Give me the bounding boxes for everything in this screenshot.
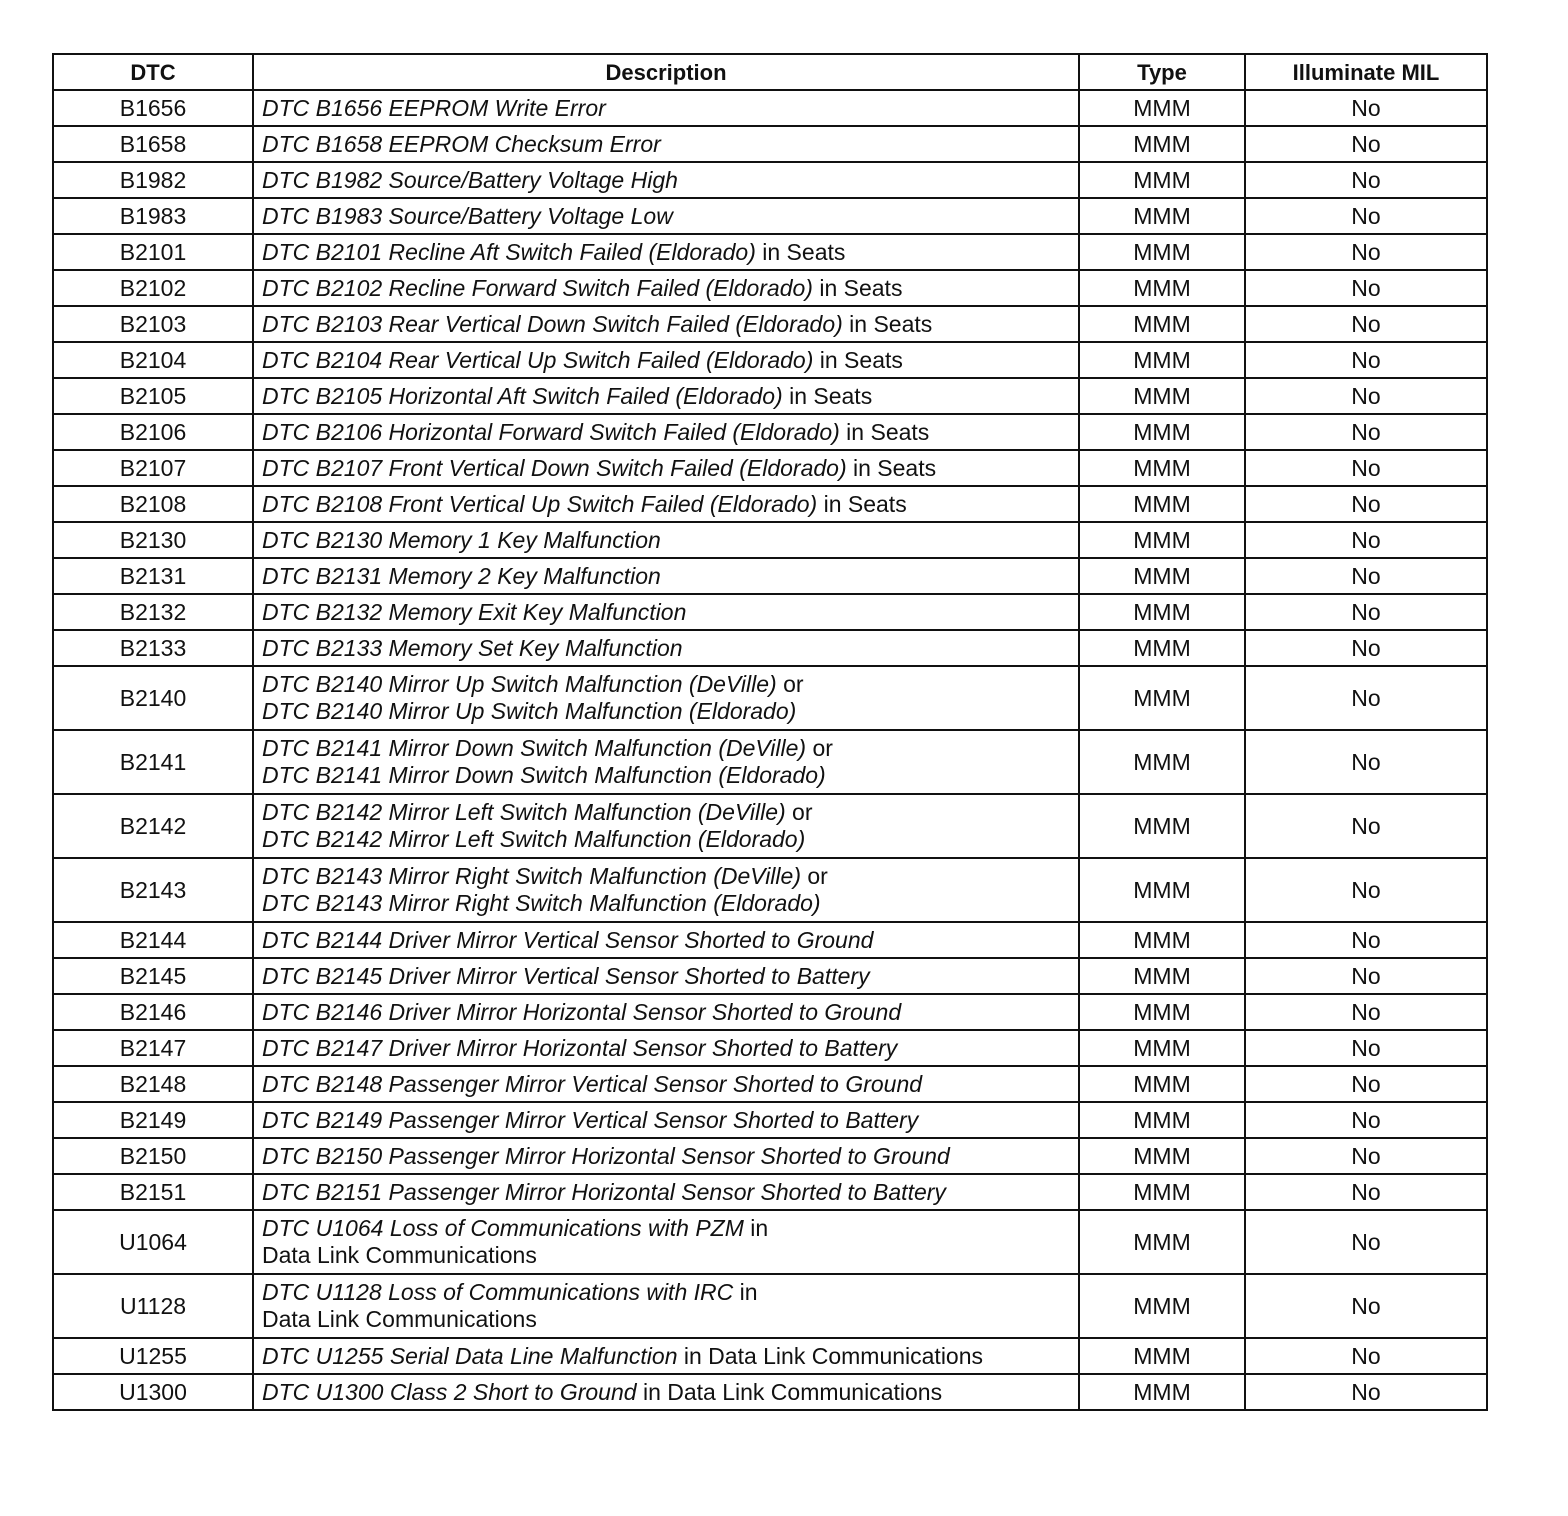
dtc-code: B2103 [53,306,253,342]
header-illuminate-mil: Illuminate MIL [1245,54,1487,90]
dtc-description [253,666,1079,730]
header-description: Description [253,54,1079,90]
dtc-illuminate-mil: No [1245,958,1487,994]
dtc-type: MMM [1079,1138,1245,1174]
dtc-illuminate-mil: No [1245,486,1487,522]
description-line [262,347,1070,374]
dtc-type: MMM [1079,378,1245,414]
table-row [53,922,1487,958]
dtc-code: B2149 [53,1102,253,1138]
dtc-type: MMM [1079,1030,1245,1066]
dtc-illuminate-mil: No [1245,1102,1487,1138]
dtc-type: MMM [1079,1338,1245,1374]
dtc-code: B2147 [53,1030,253,1066]
dtc-type: MMM [1079,1210,1245,1274]
dtc-type: MMM [1079,1274,1245,1338]
dtc-illuminate-mil: No [1245,378,1487,414]
dtc-code: B2150 [53,1138,253,1174]
description-line [262,1071,1070,1098]
dtc-code: B2141 [53,730,253,794]
dtc-type: MMM [1079,486,1245,522]
dtc-illuminate-mil: No [1245,270,1487,306]
description-line [262,491,1070,518]
description-italic-text: DTC B2151 Passenger Mirror Horizontal Sensor Shorted to Battery [262,1178,946,1205]
table-row [53,486,1487,522]
dtc-code: B1656 [53,90,253,126]
dtc-illuminate-mil: No [1245,594,1487,630]
dtc-code: U1255 [53,1338,253,1374]
dtc-code: U1300 [53,1374,253,1410]
description-italic-text: DTC B2131 Memory 2 Key Malfunction [262,562,661,589]
description-line [262,419,1070,446]
description-line [262,275,1070,302]
dtc-code: B2131 [53,558,253,594]
description-italic-text: DTC B2132 Memory Exit Key Malfunction [262,598,687,625]
dtc-description [253,450,1079,486]
dtc-code: U1128 [53,1274,253,1338]
description-plain-text: in Seats [813,346,903,373]
dtc-illuminate-mil: No [1245,858,1487,922]
dtc-type: MMM [1079,922,1245,958]
description-plain-text: or [776,671,804,697]
table-row [53,630,1487,666]
dtc-illuminate-mil: No [1245,794,1487,858]
dtc-type: MMM [1079,630,1245,666]
dtc-description [253,1338,1079,1374]
dtc-code: B2133 [53,630,253,666]
dtc-type: MMM [1079,666,1245,730]
dtc-type: MMM [1079,1374,1245,1410]
description-line [262,1279,1070,1306]
table-row [53,234,1487,270]
description-italic-text: DTC B2142 Mirror Left Switch Malfunction (DeVille) [262,799,786,825]
dtc-illuminate-mil: No [1245,630,1487,666]
dtc-description [253,794,1079,858]
description-italic-text: DTC B2107 Front Vertical Down Switch Failed (Eldorado) [262,454,847,481]
table-row [53,342,1487,378]
table-row [53,90,1487,126]
dtc-illuminate-mil: No [1245,414,1487,450]
description-plain-text: in Data Link Communications [677,1342,984,1369]
table-row [53,1274,1487,1338]
dtc-description [253,1138,1079,1174]
dtc-description [253,1274,1079,1338]
dtc-code: B1982 [53,162,253,198]
dtc-description [253,730,1079,794]
dtc-description [253,306,1079,342]
dtc-illuminate-mil: No [1245,450,1487,486]
table-row [53,522,1487,558]
dtc-code: B2107 [53,450,253,486]
dtc-description [253,858,1079,922]
description-line [262,826,1070,853]
dtc-description [253,198,1079,234]
dtc-type: MMM [1079,270,1245,306]
dtc-description [253,1210,1079,1274]
dtc-code: B2142 [53,794,253,858]
dtc-description [253,414,1079,450]
table-row [53,1138,1487,1174]
description-italic-text: DTC B1982 Source/Battery Voltage High [262,166,678,193]
table-row [53,994,1487,1030]
dtc-illuminate-mil: No [1245,1374,1487,1410]
description-italic-text: DTC B2143 Mirror Right Switch Malfunction (DeVille) [262,863,801,889]
dtc-code: B2102 [53,270,253,306]
description-plain-text: Data Link Communications [262,1306,537,1332]
dtc-description [253,1174,1079,1210]
description-line [262,311,1070,338]
dtc-illuminate-mil: No [1245,1138,1487,1174]
dtc-illuminate-mil: No [1245,162,1487,198]
description-plain-text: or [800,863,828,889]
description-italic-text: DTC B1658 EEPROM Checksum Error [262,130,661,157]
description-line [262,799,1070,826]
dtc-description [253,594,1079,630]
dtc-description [253,1374,1079,1410]
dtc-illuminate-mil: No [1245,666,1487,730]
description-line [262,1179,1070,1206]
description-plain-text: in Seats [817,490,907,517]
dtc-type: MMM [1079,958,1245,994]
table-row [53,270,1487,306]
dtc-type: MMM [1079,342,1245,378]
description-italic-text: DTC B2143 Mirror Right Switch Malfunction (Eldorado) [262,890,821,916]
description-line [262,927,1070,954]
description-line [262,963,1070,990]
dtc-type: MMM [1079,306,1245,342]
dtc-description [253,558,1079,594]
dtc-illuminate-mil: No [1245,90,1487,126]
description-line [262,735,1070,762]
dtc-description [253,162,1079,198]
table-row [53,306,1487,342]
table-row [53,666,1487,730]
dtc-description [253,126,1079,162]
description-italic-text: DTC B2102 Recline Forward Switch Failed (Eldorado) [262,274,813,301]
description-italic-text: DTC B2104 Rear Vertical Up Switch Failed (Eldorado) [262,346,814,373]
table-row [53,450,1487,486]
description-line [262,599,1070,626]
table-row [53,126,1487,162]
dtc-type: MMM [1079,994,1245,1030]
dtc-code: B2101 [53,234,253,270]
description-italic-text: DTC B2108 Front Vertical Up Switch Failed (Eldorado) [262,490,818,517]
description-line [262,95,1070,122]
description-line [262,762,1070,789]
dtc-illuminate-mil: No [1245,922,1487,958]
dtc-description [253,1030,1079,1066]
dtc-type: MMM [1079,414,1245,450]
description-italic-text: DTC U1300 Class 2 Short to Ground [262,1378,637,1405]
description-italic-text: DTC B2101 Recline Aft Switch Failed (Eldorado) [262,238,756,265]
table-row [53,1030,1487,1066]
dtc-type: MMM [1079,126,1245,162]
header-dtc: DTC [53,54,253,90]
description-line [262,1215,1070,1242]
dtc-description [253,342,1079,378]
description-plain-text: Data Link Communications [262,1242,537,1268]
table-row [53,1374,1487,1410]
description-italic-text: DTC B1656 EEPROM Write Error [262,94,606,121]
description-italic-text: DTC B2150 Passenger Mirror Horizontal Sensor Shorted to Ground [262,1142,950,1169]
dtc-illuminate-mil: No [1245,306,1487,342]
description-italic-text: DTC B2141 Mirror Down Switch Malfunction (Eldorado) [262,762,826,788]
table-row [53,198,1487,234]
description-italic-text: DTC B2141 Mirror Down Switch Malfunction (DeVille) [262,735,807,761]
description-italic-text: DTC B2133 Memory Set Key Malfunction [262,634,683,661]
description-line [262,1242,1070,1269]
dtc-code: B2105 [53,378,253,414]
description-line [262,167,1070,194]
dtc-description [253,522,1079,558]
dtc-code: B2148 [53,1066,253,1102]
dtc-illuminate-mil: No [1245,1066,1487,1102]
dtc-code: B2151 [53,1174,253,1210]
dtc-description [253,630,1079,666]
dtc-description [253,958,1079,994]
table-row [53,558,1487,594]
dtc-type: MMM [1079,198,1245,234]
description-plain-text: in Data Link Communications [636,1378,943,1405]
dtc-illuminate-mil: No [1245,126,1487,162]
description-plain-text: or [785,799,813,825]
dtc-code: B2145 [53,958,253,994]
table-row [53,162,1487,198]
table-row [53,1210,1487,1274]
description-plain-text: in Seats [812,274,903,301]
description-italic-text: DTC B2148 Passenger Mirror Vertical Sensor Shorted to Ground [262,1070,923,1097]
description-line [262,1379,1070,1406]
dtc-description [253,270,1079,306]
dtc-illuminate-mil: No [1245,1210,1487,1274]
dtc-description [253,486,1079,522]
description-line [262,239,1070,266]
description-italic-text: DTC B2140 Mirror Up Switch Malfunction (Eldorado) [262,698,797,724]
dtc-code: B2140 [53,666,253,730]
dtc-code: B2144 [53,922,253,958]
table-row [53,858,1487,922]
description-italic-text: DTC B2105 Horizontal Aft Switch Failed (Eldorado) [262,382,783,409]
description-italic-text: DTC U1064 Loss of Communications with PZM [262,1215,744,1241]
dtc-type: MMM [1079,730,1245,794]
dtc-code: B1658 [53,126,253,162]
dtc-illuminate-mil: No [1245,342,1487,378]
dtc-table [52,53,1488,1411]
dtc-illuminate-mil: No [1245,558,1487,594]
dtc-description [253,1102,1079,1138]
dtc-type: MMM [1079,1174,1245,1210]
dtc-code: B1983 [53,198,253,234]
description-line [262,890,1070,917]
dtc-type: MMM [1079,90,1245,126]
description-italic-text: DTC B2140 Mirror Up Switch Malfunction (DeVille) [262,671,777,697]
dtc-code: B2143 [53,858,253,922]
table-body [53,90,1487,1410]
description-plain-text: or [806,735,833,761]
dtc-illuminate-mil: No [1245,730,1487,794]
description-italic-text: DTC U1255 Serial Data Line Malfunction [262,1342,678,1369]
description-line [262,635,1070,662]
dtc-code: B2106 [53,414,253,450]
dtc-illuminate-mil: No [1245,1274,1487,1338]
dtc-description [253,1066,1079,1102]
description-italic-text: DTC B2106 Horizontal Forward Switch Failed (Eldorado) [262,418,840,445]
description-line [262,1143,1070,1170]
dtc-description [253,378,1079,414]
header-row [53,54,1487,90]
dtc-type: MMM [1079,1066,1245,1102]
table-row [53,1338,1487,1374]
dtc-type: MMM [1079,794,1245,858]
dtc-code: B2130 [53,522,253,558]
table-row [53,594,1487,630]
header-type: Type [1079,54,1245,90]
description-plain-text: in [733,1279,758,1305]
description-italic-text: DTC U1128 Loss of Communications with IRC [262,1279,734,1305]
description-line [262,1343,1070,1370]
dtc-type: MMM [1079,1102,1245,1138]
table-row [53,1102,1487,1138]
description-line [262,1306,1070,1333]
description-plain-text: in Seats [755,238,846,265]
description-line [262,698,1070,725]
dtc-type: MMM [1079,858,1245,922]
dtc-illuminate-mil: No [1245,994,1487,1030]
description-line [262,455,1070,482]
description-line [262,131,1070,158]
table-row [53,414,1487,450]
description-plain-text: in Seats [846,454,937,481]
description-line [262,527,1070,554]
dtc-illuminate-mil: No [1245,522,1487,558]
dtc-type: MMM [1079,450,1245,486]
description-italic-text: DTC B2149 Passenger Mirror Vertical Sensor Shorted to Battery [262,1106,919,1133]
dtc-illuminate-mil: No [1245,1030,1487,1066]
dtc-code: U1064 [53,1210,253,1274]
description-line [262,863,1070,890]
dtc-description [253,994,1079,1030]
description-line [262,999,1070,1026]
description-line [262,1107,1070,1134]
dtc-type: MMM [1079,594,1245,630]
table-row [53,378,1487,414]
table-row [53,1066,1487,1102]
dtc-illuminate-mil: No [1245,234,1487,270]
description-italic-text: DTC B2130 Memory 1 Key Malfunction [262,526,661,553]
description-line [262,203,1070,230]
dtc-description [253,90,1079,126]
description-italic-text: DTC B2144 Driver Mirror Vertical Sensor Shorted to Ground [262,926,874,953]
description-italic-text: DTC B2142 Mirror Left Switch Malfunction (Eldorado) [262,826,806,852]
table-row [53,794,1487,858]
description-line [262,563,1070,590]
dtc-description [253,922,1079,958]
dtc-code: B2104 [53,342,253,378]
description-plain-text: in Seats [839,418,930,445]
table-row [53,958,1487,994]
dtc-illuminate-mil: No [1245,1174,1487,1210]
description-line [262,1035,1070,1062]
dtc-type: MMM [1079,234,1245,270]
dtc-description [253,234,1079,270]
description-line [262,671,1070,698]
dtc-code: B2146 [53,994,253,1030]
description-italic-text: DTC B1983 Source/Battery Voltage Low [262,202,673,229]
description-plain-text: in Seats [782,382,873,409]
description-plain-text: in Seats [842,310,933,337]
dtc-type: MMM [1079,162,1245,198]
dtc-code: B2108 [53,486,253,522]
description-line [262,383,1070,410]
description-italic-text: DTC B2147 Driver Mirror Horizontal Sensor Shorted to Battery [262,1034,898,1061]
table-row [53,730,1487,794]
description-italic-text: DTC B2145 Driver Mirror Vertical Sensor Shorted to Battery [262,962,870,989]
dtc-illuminate-mil: No [1245,1338,1487,1374]
dtc-code: B2132 [53,594,253,630]
dtc-illuminate-mil: No [1245,198,1487,234]
description-plain-text: in [743,1215,769,1241]
dtc-type: MMM [1079,558,1245,594]
table-row [53,1174,1487,1210]
description-italic-text: DTC B2146 Driver Mirror Horizontal Sensor Shorted to Ground [262,998,902,1025]
dtc-type: MMM [1079,522,1245,558]
description-italic-text: DTC B2103 Rear Vertical Down Switch Failed (Eldorado) [262,310,843,337]
